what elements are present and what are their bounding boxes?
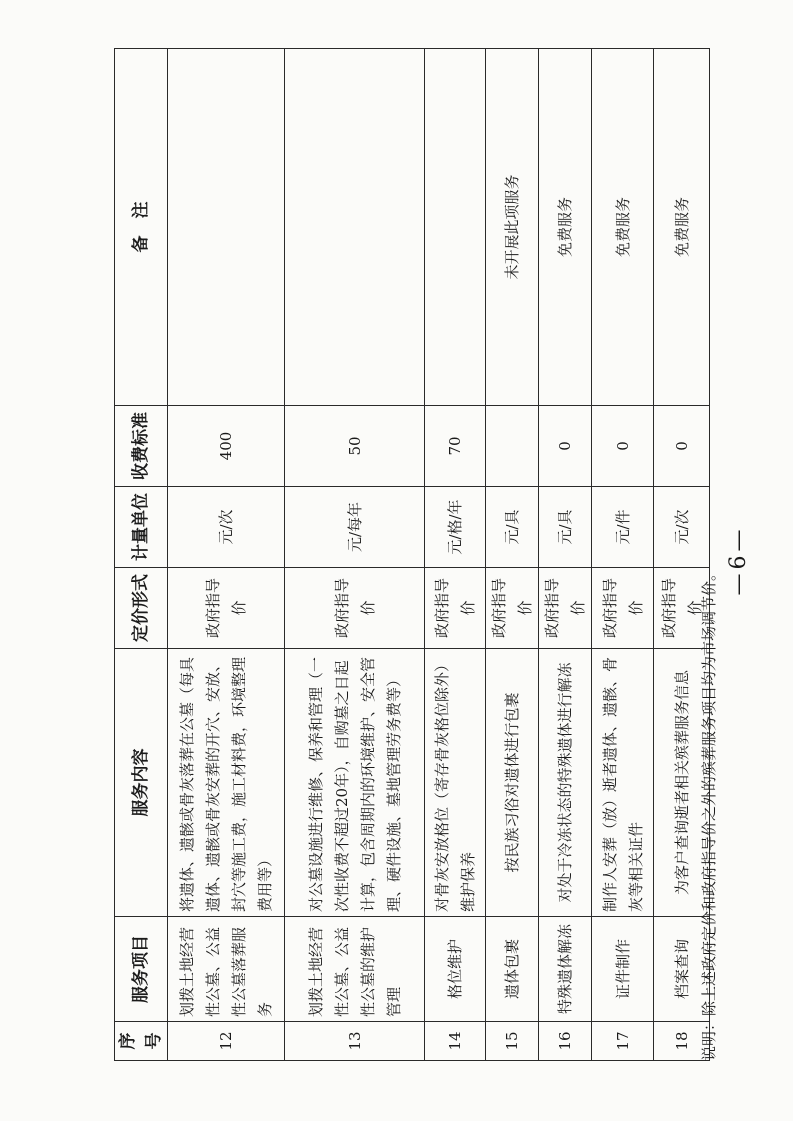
table-row xyxy=(285,49,425,1061)
cell-remark: 未开展此项服务 xyxy=(486,49,539,406)
cell-content: 将遗体、遗骸或骨灰落葬在公墓（每具遗体、遗骸或骨灰安葬的开穴、安放、封穴等施工费，施工材料费，环境整理费用等） xyxy=(168,649,285,917)
cell-item: 档案查询 xyxy=(654,917,710,1022)
cell-pricing: 政府指导价 xyxy=(486,568,539,649)
cell-item: 划拨土地经营性公墓、公益性公墓落葬服务 xyxy=(168,917,285,1022)
cell-item: 特殊遗体解冻 xyxy=(539,917,592,1022)
cell-content: 对处于冷冻状态的特殊遗体进行解冻 xyxy=(539,649,592,917)
table-row xyxy=(592,49,654,1061)
table-row xyxy=(486,49,539,1061)
cell-seq: 14 xyxy=(425,1022,486,1061)
header-row xyxy=(115,49,168,1061)
cell-content: 对公墓设施进行维修、保养和管理（一次性收费不超过20年），自购墓之日起计算，包含周期内的环境维护、安全管理、硬件设施、墓地管理劳务费等） xyxy=(285,649,425,917)
cell-item: 遗体包裹 xyxy=(486,917,539,1022)
cell-remark xyxy=(425,49,486,406)
cell-remark: 免费服务 xyxy=(592,49,654,406)
cell-fee: 0 xyxy=(654,406,710,487)
header-pricing: 定价形式 xyxy=(115,568,168,649)
cell-unit: 元/次 xyxy=(168,487,285,568)
cell-pricing: 政府指导价 xyxy=(168,568,285,649)
cell-fee: 400 xyxy=(168,406,285,487)
cell-fee xyxy=(486,406,539,487)
cell-fee: 0 xyxy=(592,406,654,487)
cell-fee: 50 xyxy=(285,406,425,487)
cell-seq: 13 xyxy=(285,1022,425,1061)
cell-unit: 元/件 xyxy=(592,487,654,568)
header-fee: 收费标准 xyxy=(115,406,168,487)
cell-content: 按民族习俗对遗体进行包裹 xyxy=(486,649,539,917)
header-remark: 备 注 xyxy=(115,49,168,406)
cell-pricing: 政府指导价 xyxy=(592,568,654,649)
cell-fee: 0 xyxy=(539,406,592,487)
cell-item: 格位维护 xyxy=(425,917,486,1022)
cell-pricing: 政府指导价 xyxy=(539,568,592,649)
cell-seq: 15 xyxy=(486,1022,539,1061)
cell-pricing: 政府指导价 xyxy=(654,568,710,649)
footnote: 说明：除上述政府定价和政府指导价之外的殡葬服务项目均为市场调节价。 xyxy=(700,565,718,1061)
cell-remark: 免费服务 xyxy=(539,49,592,406)
cell-content: 对骨灰安放格位（寄存骨灰格位除外）维护保养 xyxy=(425,649,486,917)
cell-remark: 免费服务 xyxy=(654,49,710,406)
cell-item: 证件制作 xyxy=(592,917,654,1022)
cell-unit: 元/格/年 xyxy=(425,487,486,568)
cell-remark xyxy=(168,49,285,406)
cell-pricing: 政府指导价 xyxy=(425,568,486,649)
cell-content: 制作人安葬（放）逝者遗体、遗骸、骨灰等相关证件 xyxy=(592,649,654,917)
table-row xyxy=(168,49,285,1061)
fee-table xyxy=(114,48,710,1061)
cell-unit: 元/次 xyxy=(654,487,710,568)
table-row xyxy=(539,49,592,1061)
cell-seq: 16 xyxy=(539,1022,592,1061)
cell-seq: 12 xyxy=(168,1022,285,1061)
cell-remark xyxy=(285,49,425,406)
cell-unit: 元/具 xyxy=(486,487,539,568)
cell-unit: 元/具 xyxy=(539,487,592,568)
header-seq: 序号 xyxy=(115,1022,168,1061)
page-number: —6— xyxy=(726,525,751,596)
header-item: 服务项目 xyxy=(115,917,168,1022)
cell-item: 划拨土地经营性公墓、公益性公墓的维护管理 xyxy=(285,917,425,1022)
table-row xyxy=(425,49,486,1061)
cell-fee: 70 xyxy=(425,406,486,487)
header-unit: 计量单位 xyxy=(115,487,168,568)
cell-content: 为客户查询逝者相关殡葬服务信息 xyxy=(654,649,710,917)
cell-pricing: 政府指导价 xyxy=(285,568,425,649)
cell-seq: 18 xyxy=(654,1022,710,1061)
cell-seq: 17 xyxy=(592,1022,654,1061)
cell-unit: 元/每年 xyxy=(285,487,425,568)
header-content: 服务内容 xyxy=(115,649,168,917)
